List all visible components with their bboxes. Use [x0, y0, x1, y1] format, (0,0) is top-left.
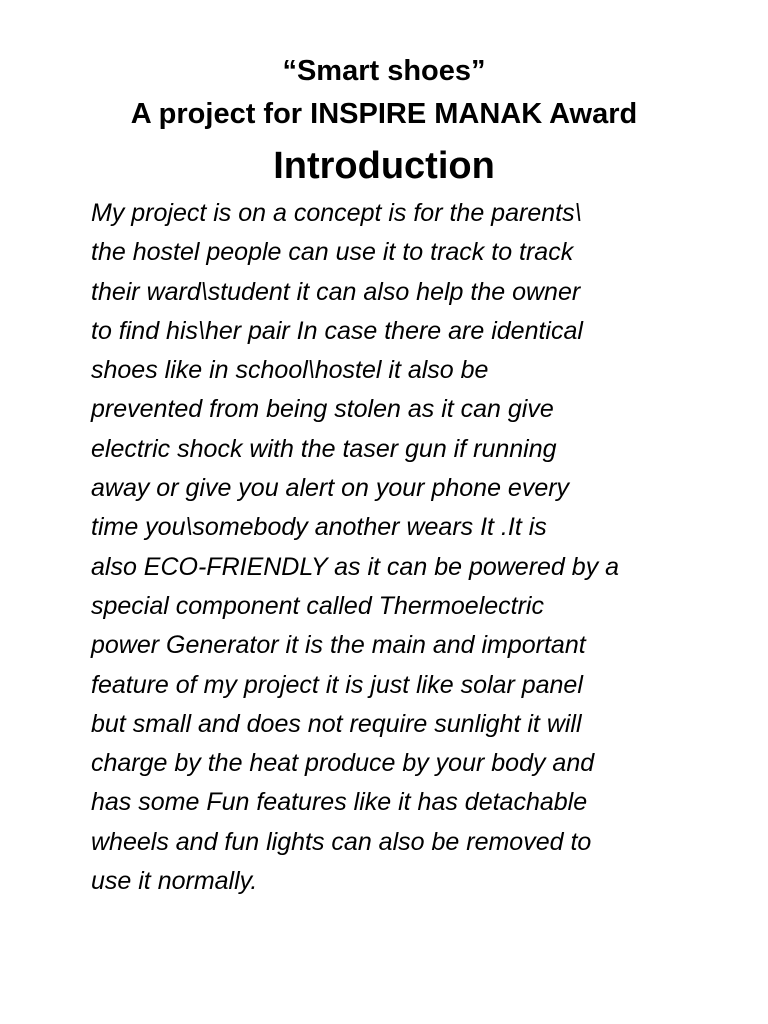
document-subtitle: A project for INSPIRE MANAK Award — [130, 98, 638, 130]
section-heading: Introduction — [273, 145, 495, 187]
introduction-paragraph — [91, 194, 751, 901]
paragraph-line: My project is on a concept is for the parents\ — [91, 199, 582, 227]
paragraph-line: power Generator it is the main and important — [91, 631, 586, 660]
paragraph-line: wheels and fun lights can also be removed to — [91, 827, 592, 856]
paragraph-line: electric shock with the taser gun if running — [91, 434, 557, 463]
paragraph-line: away or give you alert on your phone every — [91, 474, 570, 503]
paragraph-line: time you\somebody another wears It .It is — [91, 513, 547, 542]
paragraph-line: use it normally. — [91, 867, 258, 896]
paragraph-line: also ECO-FRIENDLY as it can be powered by a — [91, 552, 620, 581]
paragraph-line: their ward\student it can also help the owner — [91, 277, 581, 306]
paragraph-line: but small and does not require sunlight it will — [91, 709, 582, 738]
paragraph-line: has some Fun features like it has detachable — [91, 788, 588, 817]
paragraph-line: charge by the heat produce by your body and — [91, 749, 595, 778]
paragraph-line: prevented from being stolen as it can give — [91, 395, 554, 424]
paragraph-line: shoes like in school\hostel it also be — [91, 356, 489, 385]
document-title: “Smart shoes” — [282, 55, 486, 87]
paragraph-line: to find his\her pair In case there are identical — [91, 316, 583, 345]
paragraph-line: special component called Thermoelectric — [91, 591, 544, 620]
paragraph-line: the hostel people can use it to track to track — [91, 238, 574, 267]
paragraph-line: feature of my project it is just like solar panel — [91, 670, 583, 699]
